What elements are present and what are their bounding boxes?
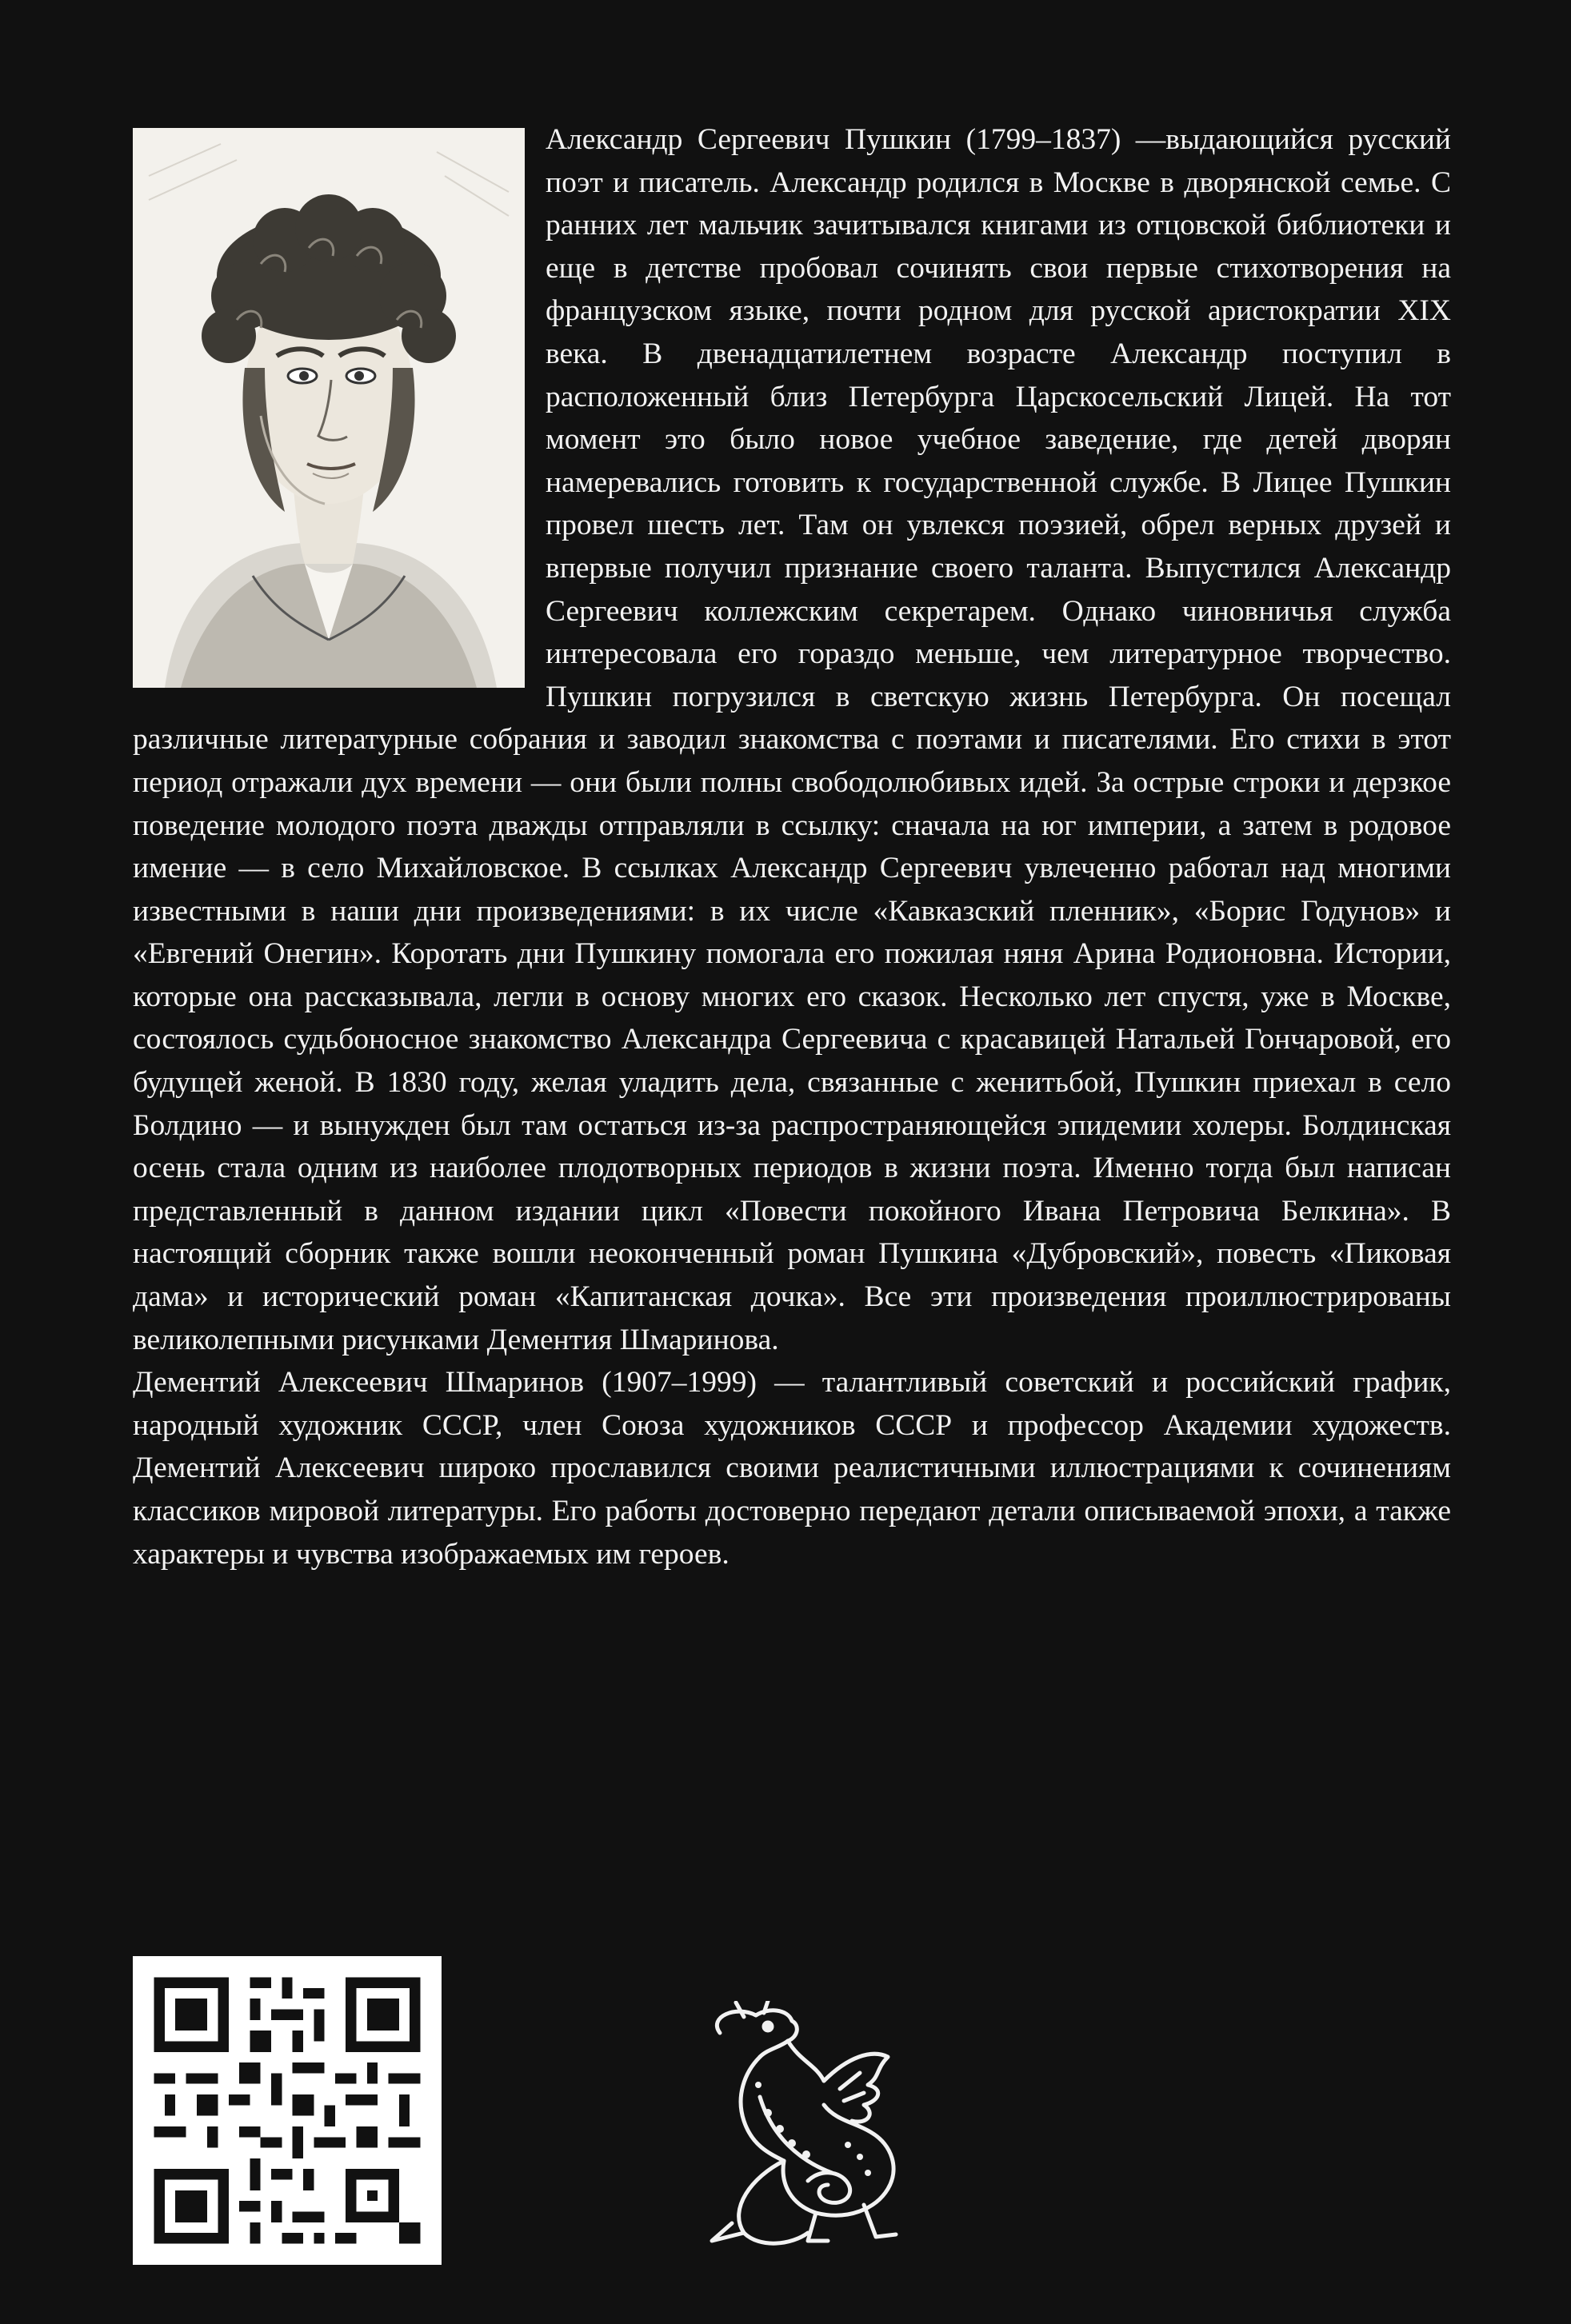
shmarinov-biography: Дементий Алексеевич Шмаринов (1907–1999) — талантливый советский и российский график, народный художник СССР, член Союза художников СССР и профессор Академии художеств. Дементий Алексеевич широко прославился своими реалистичными иллюстрациями к сочинениям классиков мировой литературы. Его работы достоверно передают детали описываемой эпохи, а также характеры и чувства изображаемых им героев. [133, 1366, 1451, 1571]
annotation-text [133, 118, 1451, 1575]
publisher-dragon-logo [688, 2001, 920, 2254]
pushkin-biography: Александр Сергеевич Пушкин (1799–1837) —выдающийся русский поэт и писатель. Александр родился в Москве в дворянской семье. С ранних лет мальчик зачитывался книгами из отцовской библиотеки и еще в детстве пробовал сочинять свои первые стихотворения на французском языке, почти родном для русской аристократии XIX века. В двенадцатилетнем возрасте Александр поступил в расположенный близ Петербурга Царскосельский Лицей. На тот момент это было новое учебное заведение, где детей дворян намеревались готовить к государственной службе. В Лицее Пушкин провел шесть лет. Там он увлекся поэзией, обрел верных друзей и впервые получил признание своего таланта. Выпустился Александр Сергеевич коллежским секретарем. Однако чиновничья служба интересовала его гораздо меньше, чем литературное творчество. Пушкин погрузился в светскую жизнь Петербурга. Он посещал различные литературные собрания и заводил знакомства с поэтами и писателями. Его стихи в этот период отражали дух времени — они были полны свободолюбивых идей. За острые строки и дерзкое поведение молодого поэта дважды отправляли в ссылку: сначала на юг империи, а затем в родовое имение — в село Михайловское. В ссылках Александр Сергеевич увлеченно работал над многими известными в наши дни произведениями: в их числе «Кавказский пленник», «Борис Годунов» и «Евгений Онегин». Коротать дни Пушкину помогала его пожилая няня Арина Родионовна. Истории, которые она рассказывала, легли в основу многих его сказок. Несколько лет спустя, уже в Москве, состоялось судьбоносное знакомство Александра Сергеевича с красавицей Натальей Гончаровой, его будущей женой. В 1830 году, желая уладить дела, связанные с женитьбой, Пушкин приехал в село Болдино — и вынужден был там остаться из-за распространяющейся эпидемии холеры. Болдинская осень стала одним из наиболее плодотворных периодов в жизни поэта. Именно тогда был написан представленный в данном издании цикл «Повести покойного Ивана Петровича Белкина». В настоящий сборник также вошли неоконченный роман Пушкина «Дубровский», повесть «Пиковая дама» и исторический роман «Капитанская дочка». Все эти произведения проиллюстрированы великолепными рисунками Дементия Шмаринова. [133, 123, 1451, 1356]
qr-code-image [133, 1956, 442, 2265]
portrait-image [133, 128, 525, 688]
